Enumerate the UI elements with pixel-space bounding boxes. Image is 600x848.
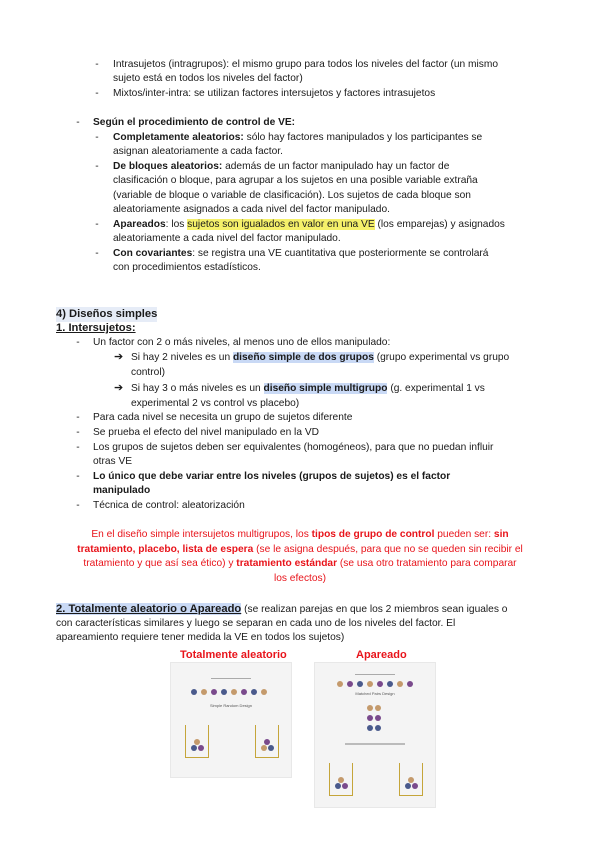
list-item-cont: clasificación o bloque, para agrupar a los sujetos en una posible variable extraña bbox=[113, 175, 478, 186]
list-item-cont: sujeto está en todos los niveles del factor) bbox=[113, 73, 303, 84]
list-item-cont: con procedimientos estadísticos. bbox=[113, 262, 261, 273]
list-item: De bloques aleatorios: además de un factor manipulado hay un factor de bbox=[113, 161, 450, 172]
list-item-cont: aleatoriamente a cada nivel del factor manipulado. bbox=[113, 233, 341, 244]
list-item: Apareados: los sujetos son igualados en valor en una VE (los emparejas) y asignados bbox=[113, 219, 505, 230]
bullet-dash: - bbox=[76, 442, 80, 453]
diagram-random bbox=[170, 662, 292, 778]
note-line: tratamiento, placebo, lista de espera (se le asigna después, para que no se queden sin recibir el bbox=[77, 544, 523, 555]
note-line: tratamiento y que así sea ético) y tratamiento estándar (se usa otro tratamiento para comparar bbox=[83, 558, 517, 569]
diagram-caption: Simple Random Design bbox=[209, 703, 253, 708]
diagram-matched bbox=[314, 662, 436, 808]
bullet-dash: - bbox=[76, 500, 80, 511]
bullet-dash: - bbox=[95, 248, 99, 259]
bullet-dash: - bbox=[76, 427, 80, 438]
arrow-icon: ➔ bbox=[114, 382, 124, 394]
list-item: Completamente aleatorios: sólo hay factores manipulados y los participantes se bbox=[113, 132, 483, 143]
list-item: Técnica de control: aleatorización bbox=[93, 500, 245, 511]
bullet-dash: - bbox=[95, 59, 99, 70]
list-item: Un factor con 2 o más niveles, al menos uno de ellos manipulado: bbox=[93, 337, 391, 348]
bullet-dash: - bbox=[95, 132, 99, 143]
section-title: 4) Diseños simples bbox=[56, 308, 158, 320]
list-item: Los grupos de sujetos deben ser equivalentes (homogéneos), para que no puedan influir bbox=[93, 442, 494, 453]
list-item: Con covariantes: se registra una VE cuantitativa que posteriormente se controlará bbox=[113, 248, 489, 259]
list-item-cont: asignan aleatoriamente a cada factor. bbox=[113, 146, 283, 157]
diagram-label bbox=[355, 669, 395, 675]
paragraph-line: con características similares y luego se separan en cada uno de los niveles del factor. El bbox=[56, 618, 456, 629]
bullet-dash: - bbox=[76, 337, 80, 348]
bullet-dash: - bbox=[76, 412, 80, 423]
list-item: Intrasujetos (intragrupos): el mismo grupo para todos los niveles del factor (un mismo bbox=[113, 59, 499, 70]
diagram-caption: Matched Pairs Design bbox=[355, 691, 395, 696]
figure-title-left: Totalmente aleatorio bbox=[180, 649, 287, 661]
highlight: diseño simple de dos grupos bbox=[232, 352, 374, 363]
bullet-dash: - bbox=[95, 88, 99, 99]
arrow-icon: ➔ bbox=[114, 351, 124, 363]
list-item: Lo único que debe variar entre los niveles (grupos de sujetos) es el factor bbox=[93, 471, 451, 482]
subsection-title: 2. Totalmente aleatorio o Apareado bbox=[56, 603, 242, 615]
note-line: En el diseño simple intersujetos multigrupos, los tipos de grupo de control pueden ser: sin bbox=[91, 529, 509, 540]
highlight: sujetos son igualados en valor en una VE bbox=[187, 219, 375, 230]
list-item: Si hay 2 niveles es un diseño simple de dos grupos (grupo experimental vs grupo bbox=[131, 352, 510, 363]
bullet-dash: - bbox=[76, 117, 80, 128]
list-item: Si hay 3 o más niveles es un diseño simple multigrupo (g. experimental 1 vs bbox=[131, 383, 485, 394]
subsection-2-line: 2. Totalmente aleatorio o Apareado (se realizan parejas en que los 2 miembros sean iguales o bbox=[56, 603, 508, 615]
bullet-dash: - bbox=[95, 161, 99, 172]
subsection-title: 1. Intersujetos: bbox=[56, 322, 136, 334]
list-item-cont: aleatoriamente asignados a cada nivel del factor manipulado. bbox=[113, 204, 390, 215]
highlight: diseño simple multigrupo bbox=[263, 383, 388, 394]
note-line: los efectos) bbox=[273, 573, 327, 584]
list-item: Para cada nivel se necesita un grupo de sujetos diferente bbox=[93, 412, 353, 423]
bullet-dash: - bbox=[76, 471, 80, 482]
list-item-cont: experimental 2 vs control vs placebo) bbox=[131, 398, 300, 409]
list-item-cont: otras VE bbox=[93, 456, 133, 467]
bullet-dash: - bbox=[95, 219, 99, 230]
paragraph-line: apareamiento requiere tener medida la VE en todos los sujetos) bbox=[56, 632, 345, 643]
list-item-cont: (variable de bloque o variable de clasificación). Los sujetos de cada bloque son bbox=[113, 190, 471, 201]
list-item: Se prueba el efecto del nivel manipulado en la VD bbox=[93, 427, 319, 438]
diagram-label bbox=[211, 673, 251, 679]
list-item: Mixtos/inter-intra: se utilizan factores intersujetos y factores intrasujetos bbox=[113, 88, 436, 99]
list-item-cont: control) bbox=[131, 367, 165, 378]
control-heading: Según el procedimiento de control de VE: bbox=[93, 117, 296, 128]
figure-title-right: Apareado bbox=[356, 649, 407, 661]
list-item-cont: manipulado bbox=[93, 485, 151, 496]
